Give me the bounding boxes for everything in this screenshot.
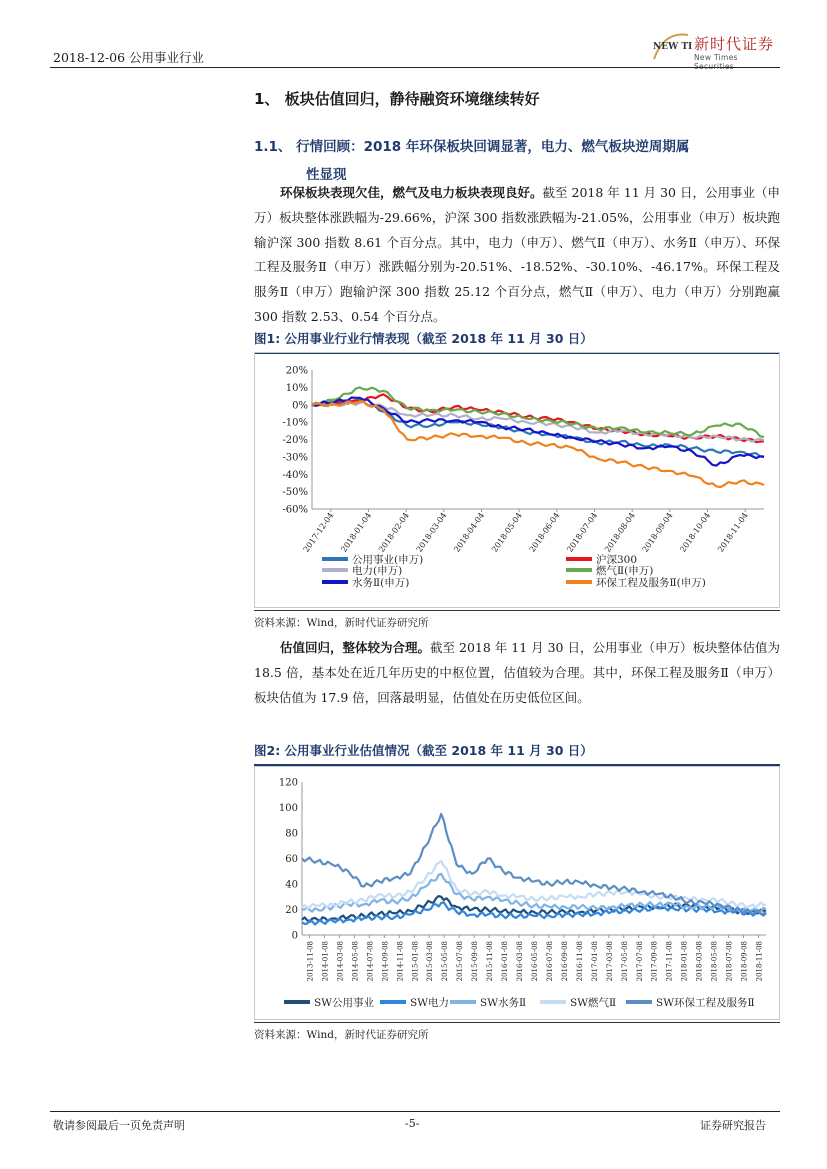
fig2-xtick-label: 2015-05-08 bbox=[441, 941, 450, 982]
fig1-ytick-label: -10% bbox=[282, 417, 308, 429]
fig2-xtick-label: 2015-09-08 bbox=[471, 941, 480, 982]
fig1-legend-label: 沪深300 bbox=[596, 554, 638, 566]
brand-logo bbox=[650, 29, 780, 71]
paragraph-body: 截至 2018 年 11 月 30 日，公用事业（申万）板块整体涨跌幅为-29.66%，沪深 300 指数涨跌幅为-21.05%，公用事业（申万）板块跑输沪深 300 指数 8.61 个百分点。其中，电力（申万）、燃气Ⅱ（申万）、水务Ⅱ（申万）、环保工程及服务Ⅱ（申万）涨跌幅分别为-20.51%、-18.52%、-30.10%、-46.17%。环保工程及服务Ⅱ（申万）跑输沪深 300 指数 25.12 个百分点，燃气Ⅱ（申万）、电力（申万）分别跑赢 300 指数 2.53、0.54 个百分点。 bbox=[254, 185, 780, 324]
figure1-title: 图1: 公用事业行业行情表现（截至 2018 年 11 月 30 日） bbox=[254, 329, 780, 354]
paragraph-valuation bbox=[254, 636, 780, 710]
header-date-industry: 2018-12-06 公用事业行业 bbox=[53, 50, 205, 65]
logo-text: NEW TI bbox=[653, 42, 692, 52]
fig1-xtick-label: 2018-07-04 bbox=[565, 510, 600, 554]
fig2-xtick-label: 2018-05-08 bbox=[710, 941, 719, 982]
fig1-xtick-label: 2018-06-04 bbox=[527, 510, 562, 554]
paragraph-body: 截至 2018 年 11 月 30 日，公用事业（申万）板块整体估值为 18.5 倍，基本处在近几年历史的中枢位置，估值较为合理。其中，环保工程及服务Ⅱ（申万）板块估值为 17.9 倍，回落最明显，估值处在历史低位区间。 bbox=[254, 640, 780, 705]
fig2-ytick-label: 100 bbox=[278, 803, 298, 814]
figure2-chart bbox=[254, 766, 780, 1020]
fig2-xtick-label: 2015-07-08 bbox=[456, 941, 465, 982]
fig2-ytick-label: 120 bbox=[278, 777, 298, 789]
fig2-ytick-label: 40 bbox=[285, 879, 298, 891]
page-number: -5- bbox=[405, 1117, 420, 1130]
fig1-xtick-label: 2018-03-04 bbox=[414, 510, 449, 554]
subsection-heading-line2: 性显现 bbox=[306, 167, 347, 183]
fig1-legend-label: 燃气Ⅱ(申万) bbox=[596, 565, 654, 577]
fig1-legend-label: 公用事业(申万) bbox=[352, 554, 424, 566]
paragraph-market-review bbox=[254, 181, 780, 330]
fig2-xtick-label: 2014-01-08 bbox=[321, 941, 330, 982]
figure2-source: 资料来源：Wind，新时代证券研究所 bbox=[254, 1022, 780, 1042]
fig2-xtick-label: 2017-07-08 bbox=[635, 941, 644, 982]
header-divider bbox=[50, 67, 780, 68]
fig1-ytick-label: -50% bbox=[282, 487, 308, 499]
fig2-xtick-label: 2017-11-08 bbox=[665, 941, 674, 982]
fig1-legend-label: 环保工程及服务Ⅱ(申万) bbox=[596, 577, 706, 589]
fig2-xtick-label: 2014-09-08 bbox=[381, 941, 390, 982]
figure1-source: 资料来源：Wind，新时代证券研究所 bbox=[254, 610, 780, 630]
fig2-xtick-label: 2018-09-08 bbox=[740, 941, 749, 982]
fig2-xtick-label: 2016-03-08 bbox=[516, 941, 525, 982]
subsection-heading-line1: 1.1、 行情回顾：2018 年环保板块回调显著，电力、燃气板块逆周期属 bbox=[254, 139, 690, 155]
fig2-ytick-label: 0 bbox=[291, 930, 298, 942]
fig2-xtick-label: 2017-05-08 bbox=[620, 941, 629, 982]
fig2-xtick-label: 2014-11-08 bbox=[396, 941, 405, 982]
fig1-xtick-label: 2018-05-04 bbox=[489, 510, 524, 554]
fig1-ytick-label: 20% bbox=[285, 365, 308, 377]
fig1-xtick-label: 2018-08-04 bbox=[602, 510, 637, 554]
fig2-ytick-label: 60 bbox=[285, 854, 298, 865]
fig2-xtick-label: 2015-11-08 bbox=[486, 941, 495, 982]
fig2-legend-label: SW公用事业 bbox=[314, 997, 374, 1009]
fig2-xtick-label: 2015-01-08 bbox=[411, 941, 420, 982]
fig1-xtick-label: 2018-01-04 bbox=[339, 510, 374, 554]
fig2-ytick-label: 80 bbox=[285, 828, 298, 840]
footer-report-type: 证券研究报告 bbox=[700, 1119, 766, 1132]
fig1-legend-label: 电力(申万) bbox=[352, 565, 403, 577]
fig2-xtick-label: 2016-11-08 bbox=[575, 941, 584, 982]
fig2-xtick-label: 2014-07-08 bbox=[366, 941, 375, 982]
paragraph-lead: 估值回归，整体较为合理。 bbox=[280, 640, 431, 655]
fig2-xtick-label: 2013-11-08 bbox=[306, 941, 315, 982]
fig2-xtick-label: 2018-11-08 bbox=[755, 941, 764, 982]
fig2-legend-label: SW电力 bbox=[410, 997, 449, 1009]
fig2-ytick-label: 20 bbox=[285, 905, 298, 916]
fig1-ytick-label: -60% bbox=[282, 504, 308, 516]
fig1-ytick-label: -40% bbox=[282, 469, 308, 481]
fig2-xtick-label: 2017-01-08 bbox=[590, 941, 599, 982]
figure1-chart bbox=[254, 352, 780, 608]
fig2-xtick-label: 2016-07-08 bbox=[545, 941, 554, 982]
fig2-xtick-label: 2014-05-08 bbox=[351, 941, 360, 982]
footer-disclaimer: 敬请参阅最后一页免责声明 bbox=[53, 1119, 185, 1132]
brand-name-en: New Times Securities bbox=[694, 53, 738, 71]
paragraph-lead: 环保板块表现欠佳，燃气及电力板块表现良好。 bbox=[280, 185, 543, 200]
fig1-series-line bbox=[312, 394, 764, 442]
fig1-xtick-label: 2018-02-04 bbox=[376, 510, 411, 554]
figure2-title: 图2: 公用事业行业估值情况（截至 2018 年 11 月 30 日） bbox=[254, 741, 780, 766]
fig2-xtick-label: 2017-09-08 bbox=[650, 941, 659, 982]
fig2-legend-label: SW环保工程及服务Ⅱ bbox=[656, 997, 755, 1009]
brand-name-cn: 新时代证券 bbox=[694, 35, 775, 53]
fig2-series-line bbox=[302, 874, 766, 912]
brand-logo-icon bbox=[650, 29, 692, 63]
fig1-xtick-label: 2018-11-04 bbox=[715, 510, 750, 554]
fig1-xtick-label: 2018-04-04 bbox=[452, 510, 487, 554]
fig1-ytick-label: 10% bbox=[285, 382, 308, 394]
fig2-xtick-label: 2017-03-08 bbox=[605, 941, 614, 982]
fig1-xtick-label: 2018-10-04 bbox=[678, 510, 713, 554]
fig2-xtick-label: 2014-03-08 bbox=[336, 941, 345, 982]
fig1-ytick-label: -30% bbox=[282, 452, 308, 464]
fig2-xtick-label: 2015-03-08 bbox=[426, 941, 435, 982]
section-heading: 1、 板块估值回归，静待融资环境继续转好 bbox=[254, 90, 540, 108]
fig2-xtick-label: 2016-01-08 bbox=[501, 941, 510, 982]
fig1-series-line bbox=[312, 401, 764, 487]
fig1-ytick-label: 0% bbox=[292, 400, 308, 412]
fig1-ytick-label: -20% bbox=[282, 435, 308, 446]
fig2-xtick-label: 2016-09-08 bbox=[560, 941, 569, 982]
fig2-xtick-label: 2018-01-08 bbox=[680, 941, 689, 982]
fig2-legend-label: SW水务Ⅱ bbox=[480, 997, 527, 1009]
fig2-xtick-label: 2018-07-08 bbox=[725, 941, 734, 982]
fig2-legend-label: SW燃气Ⅱ bbox=[570, 997, 617, 1009]
footer-divider bbox=[50, 1111, 780, 1112]
fig2-xtick-label: 2018-03-08 bbox=[695, 941, 704, 982]
fig2-xtick-label: 2016-05-08 bbox=[531, 941, 539, 982]
fig1-xtick-label: 2018-09-04 bbox=[640, 510, 675, 554]
fig1-xtick-label: 2017-12-04 bbox=[301, 510, 336, 554]
fig1-legend-label: 水务Ⅱ(申万) bbox=[352, 577, 410, 589]
